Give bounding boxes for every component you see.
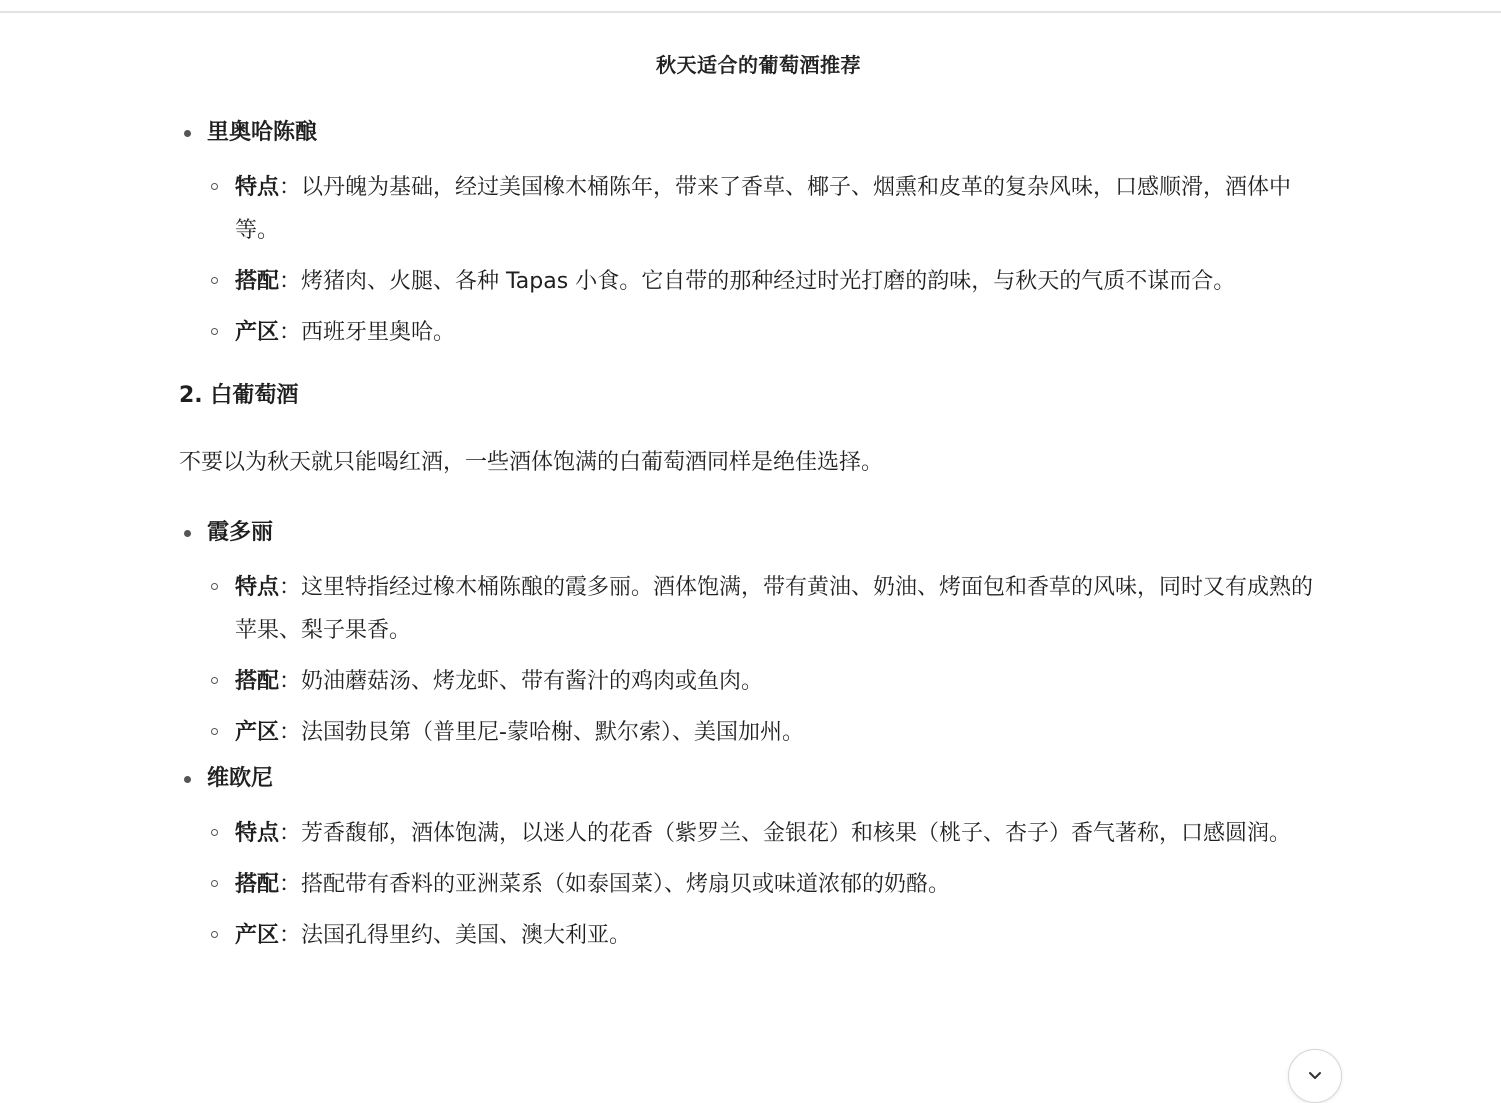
list-item-rioja bbox=[179, 108, 1329, 158]
page-title: 秋天适合的葡萄酒推荐 bbox=[656, 53, 861, 77]
wine-name: 里奥哈陈酿 bbox=[207, 120, 318, 145]
wine-name: 霞多丽 bbox=[207, 520, 274, 545]
label: 特点 bbox=[235, 821, 280, 846]
chevron-down-icon bbox=[1307, 1068, 1323, 1084]
text: ：烤猪肉、火腿、各种 Tapas 小食。它自带的那种经过时光打磨的韵味，与秋天的气质不谋而合。 bbox=[279, 269, 1236, 294]
text: ：搭配带有香料的亚洲菜系（如泰国菜）、烤扇贝或味道浓郁的奶酪。 bbox=[279, 872, 951, 897]
sub-item-pairing bbox=[179, 863, 1329, 906]
bullet-icon bbox=[184, 776, 191, 783]
label: 产区 bbox=[235, 720, 280, 745]
text: ：法国孔得里约、美国、澳大利亚。 bbox=[279, 923, 632, 948]
circle-bullet-icon bbox=[211, 583, 218, 590]
text: ：芳香馥郁，酒体饱满，以迷人的花香（紫罗兰、金银花）和核果（桃子、杏子）香气著称，口感圆润。 bbox=[279, 821, 1292, 846]
text: ：西班牙里奥哈。 bbox=[279, 320, 456, 345]
label: 产区 bbox=[235, 320, 280, 345]
sub-item-region bbox=[179, 711, 1329, 754]
label: 产区 bbox=[235, 923, 280, 948]
circle-bullet-icon bbox=[211, 728, 218, 735]
sub-item-feature bbox=[179, 166, 1329, 252]
sub-item-feature bbox=[179, 566, 1329, 652]
text: ：奶油蘑菇汤、烤龙虾、带有酱汁的鸡肉或鱼肉。 bbox=[279, 669, 764, 694]
circle-bullet-icon bbox=[211, 183, 218, 190]
label: 搭配 bbox=[235, 669, 280, 694]
sub-item-region bbox=[179, 311, 1329, 354]
label: 搭配 bbox=[235, 269, 280, 294]
circle-bullet-icon bbox=[211, 829, 218, 836]
sub-item-pairing bbox=[179, 260, 1329, 303]
text: ：以丹魄为基础，经过美国橡木桶陈年，带来了香草、椰子、烟熏和皮革的复杂风味，口感顺滑，酒体中等。 bbox=[235, 175, 1292, 243]
label: 特点 bbox=[235, 575, 280, 600]
section-intro: 不要以为秋天就只能喝红酒，一些酒体饱满的白葡萄酒同样是绝佳选择。 bbox=[179, 450, 884, 475]
list-item-viognier bbox=[179, 754, 1329, 804]
list-item-chardonnay bbox=[179, 508, 1329, 558]
circle-bullet-icon bbox=[211, 677, 218, 684]
sub-item-feature bbox=[179, 812, 1329, 855]
bullet-icon bbox=[184, 130, 191, 137]
text: ：这里特指经过橡木桶陈酿的霞多丽。酒体饱满，带有黄油、奶油、烤面包和香草的风味，同时又有成熟的苹果、梨子果香。 bbox=[235, 575, 1314, 643]
top-divider bbox=[0, 11, 1501, 13]
circle-bullet-icon bbox=[211, 328, 218, 335]
section-heading: 2. 白葡萄酒 bbox=[179, 383, 299, 408]
document-content bbox=[179, 108, 1329, 957]
sub-item-pairing bbox=[179, 660, 1329, 703]
circle-bullet-icon bbox=[211, 931, 218, 938]
label: 特点 bbox=[235, 175, 280, 200]
scroll-to-bottom-button[interactable] bbox=[1288, 1049, 1342, 1103]
wine-name: 维欧尼 bbox=[207, 766, 274, 791]
circle-bullet-icon bbox=[211, 880, 218, 887]
label: 搭配 bbox=[235, 872, 280, 897]
bullet-icon bbox=[184, 530, 191, 537]
text: ：法国勃艮第（普里尼-蒙哈榭、默尔索）、美国加州。 bbox=[279, 720, 804, 745]
circle-bullet-icon bbox=[211, 277, 218, 284]
sub-item-region bbox=[179, 914, 1329, 957]
